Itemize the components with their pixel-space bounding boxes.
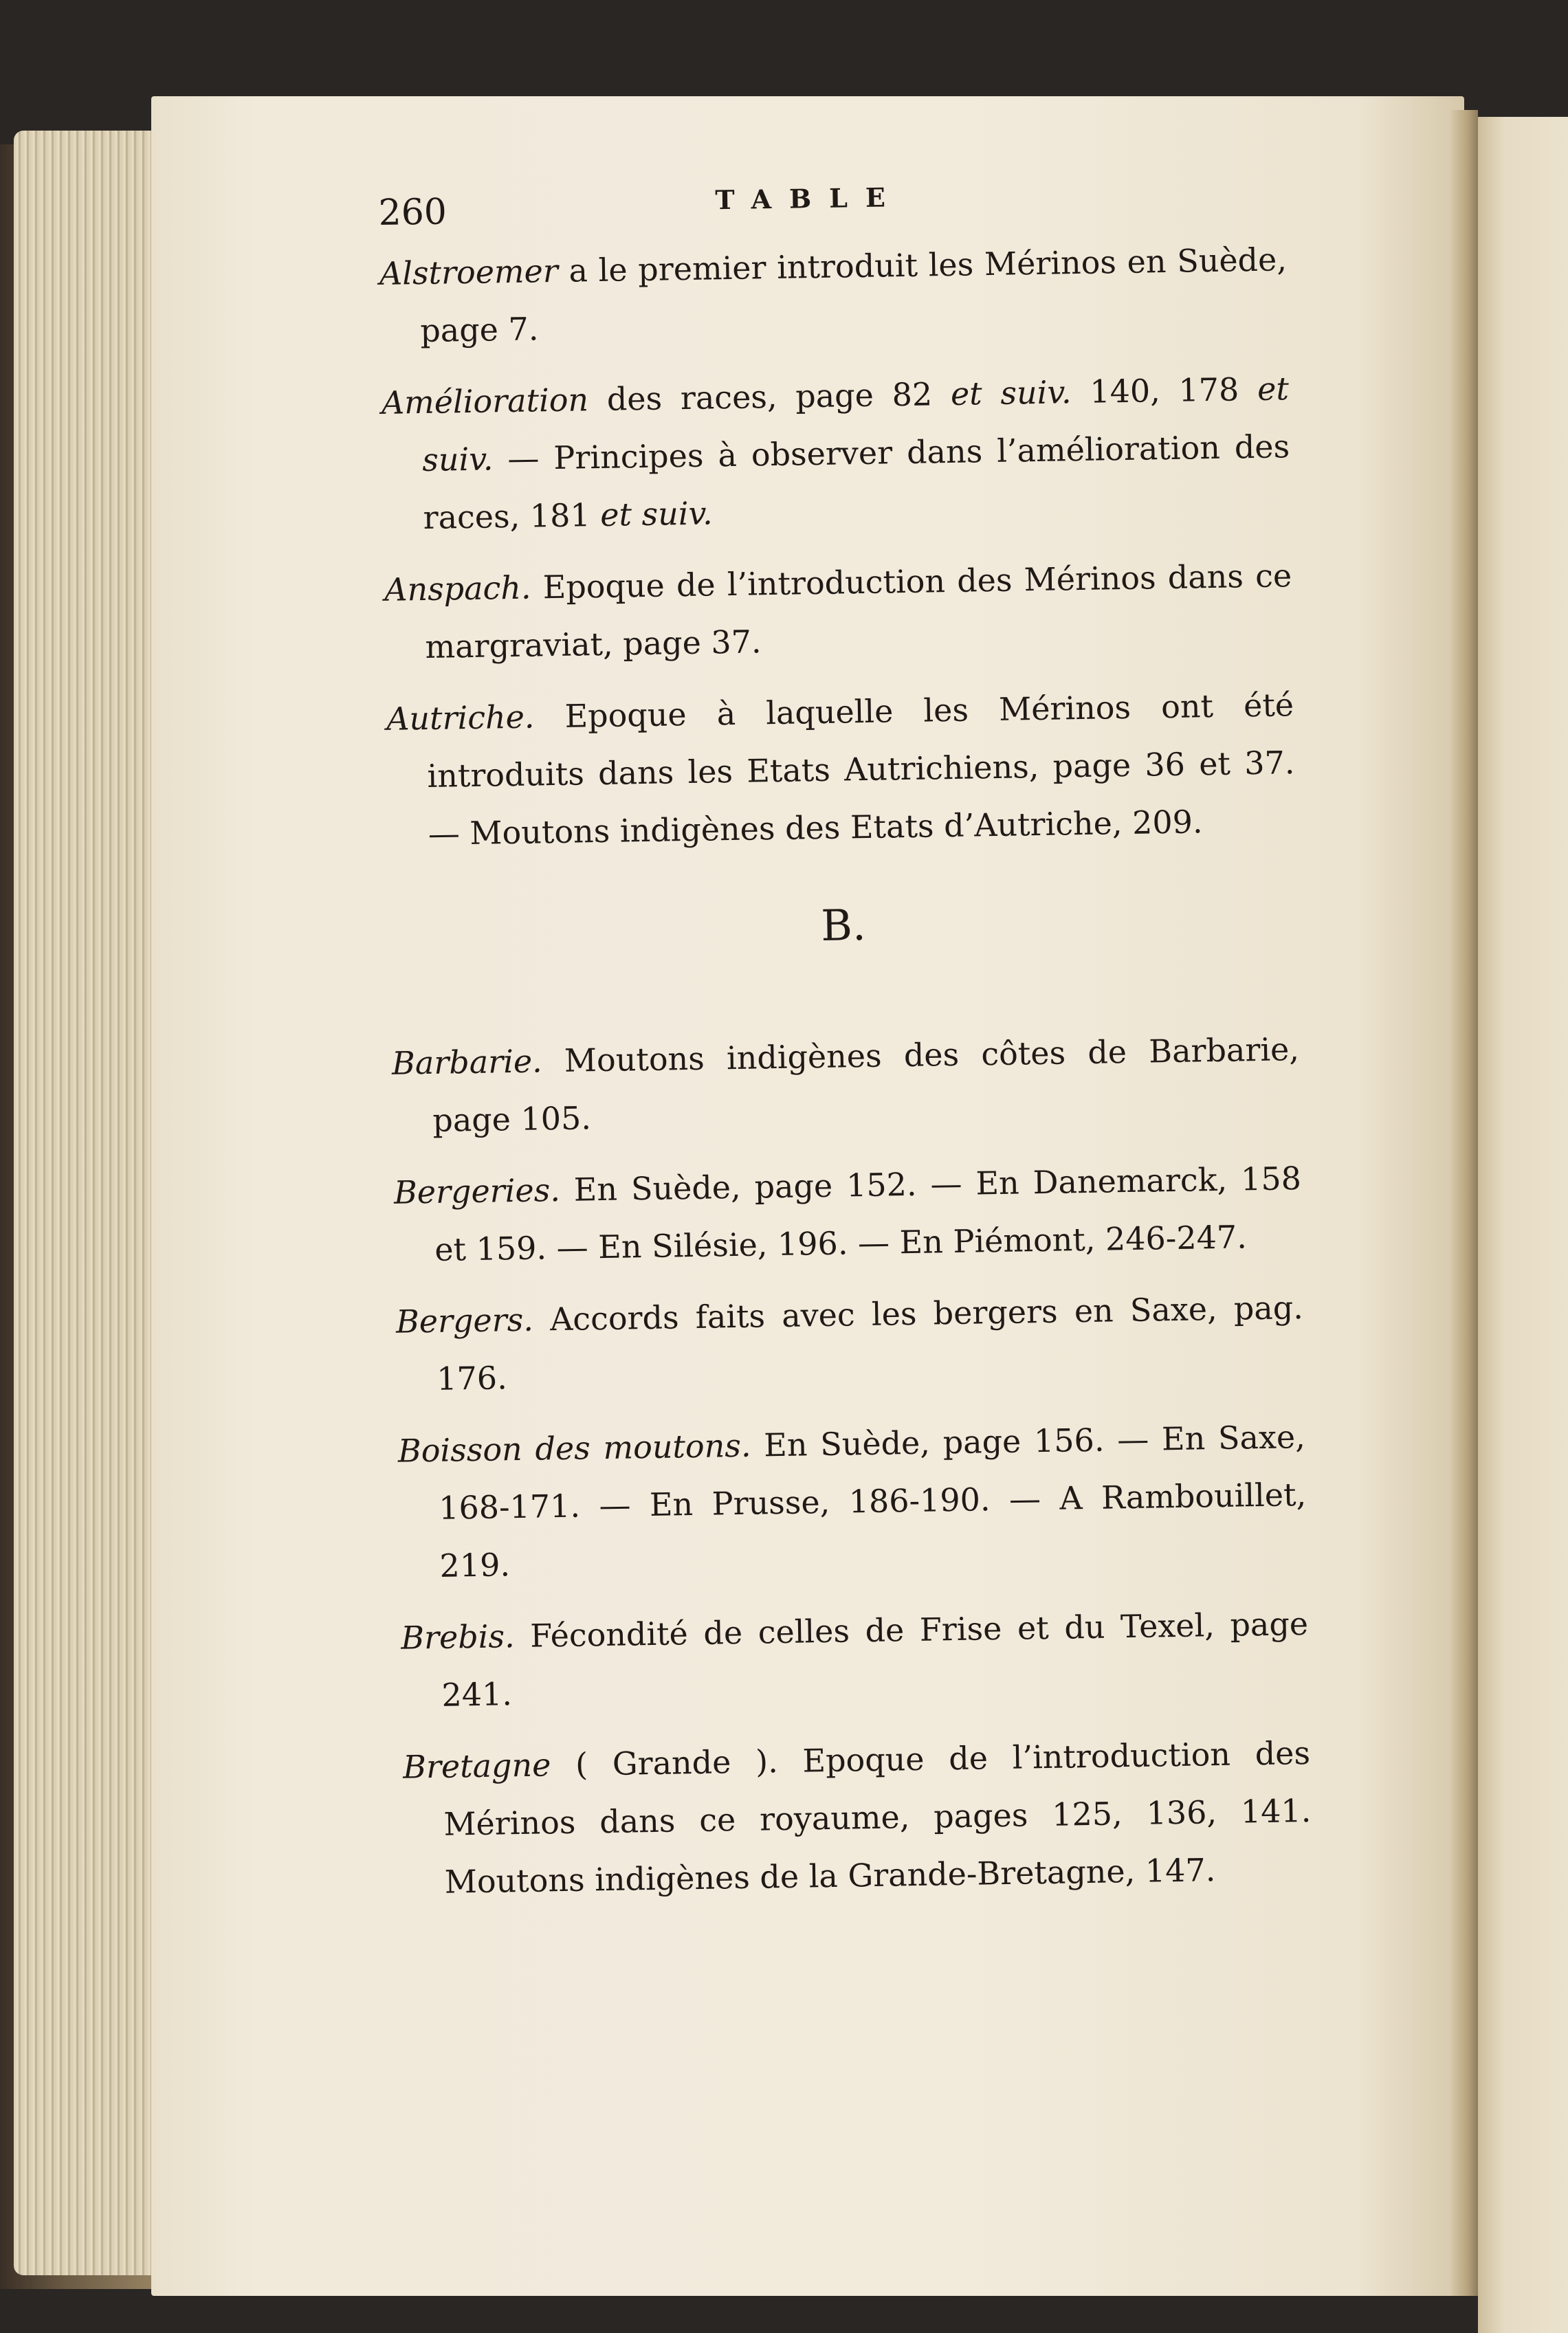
index-text: Fécondité de celles de Frise et du Texel, page 241.: [441, 1605, 1309, 1714]
index-entry: [386, 676, 1296, 863]
index-term: Amélioration: [381, 381, 589, 421]
index-entry: [401, 1595, 1310, 1725]
index-term: Bergers.: [395, 1301, 534, 1340]
page-number: 260: [378, 191, 448, 234]
index-entry: [402, 1724, 1312, 1912]
index-section-a: [379, 230, 1296, 863]
index-entry: [384, 546, 1293, 676]
index-term: Bergeries.: [393, 1171, 561, 1211]
facing-page-edge: [1478, 117, 1568, 2333]
index-italic: et suiv.: [599, 494, 714, 533]
index-entry: [391, 1020, 1300, 1150]
index-term: Brebis.: [400, 1617, 515, 1657]
index-italic: et suiv.: [950, 373, 1072, 412]
index-entry: [379, 230, 1288, 360]
index-italic: et suiv.: [421, 370, 1290, 479]
index-entry: [395, 1279, 1304, 1408]
index-term: Barbarie.: [391, 1042, 543, 1082]
index-text: — Principes à observer dans l’amélioration des races, 181: [423, 428, 1290, 537]
index-term: Bretagne: [402, 1746, 551, 1786]
index-text: a le premier introduit les Mérinos en Suède, page 7.: [419, 241, 1288, 350]
index-text: En Suède, page 156. — En Saxe, 168-171. — En Prusse, 186-190. — A Rambouillet, 219.: [438, 1418, 1307, 1584]
index-entry: [381, 360, 1291, 547]
page-stack-edges: [14, 131, 165, 2275]
index-term: Autriche.: [386, 698, 535, 738]
section-letter-b: B.: [820, 899, 867, 951]
running-title: TABLE: [715, 181, 904, 216]
index-text: Moutons indigènes des côtes de Barbarie, page 105.: [432, 1030, 1300, 1139]
index-term: Alstroemer: [379, 252, 559, 292]
index-text: En Suède, page 152. — En Danemarck, 158 et 159. — En Silésie, 196. — En Piémont, 246-247.: [434, 1160, 1302, 1268]
index-term: Boisson des moutons.: [397, 1426, 751, 1470]
index-text: des races, page 82: [588, 375, 951, 419]
index-text: Epoque à laquelle les Mérinos ont été introduits dans les Etats Autrichiens, page 36 et 37. — Moutons indigènes des Etats d’Autriche, 209.: [427, 686, 1295, 852]
index-text: 140, 178: [1071, 370, 1258, 411]
index-entry: [397, 1408, 1307, 1595]
index-term: Anspach.: [384, 568, 531, 608]
index-text: Accords faits avec les bergers en Saxe, pag. 176.: [436, 1289, 1304, 1397]
index-text: Epoque de l’introduction des Mérinos dans ce margraviat, page 37.: [425, 557, 1292, 666]
page-text-block: [378, 171, 1313, 1925]
index-text: ( Grande ). Epoque de l’introduction des Mérinos dans ce royaume, pages 125, 136, 141. Moutons indigènes de la Grande-Bretagne, 147.: [443, 1734, 1312, 1901]
book-gutter: [1450, 110, 1478, 2296]
index-section-b: [391, 1020, 1312, 1912]
index-entry: [393, 1149, 1302, 1279]
